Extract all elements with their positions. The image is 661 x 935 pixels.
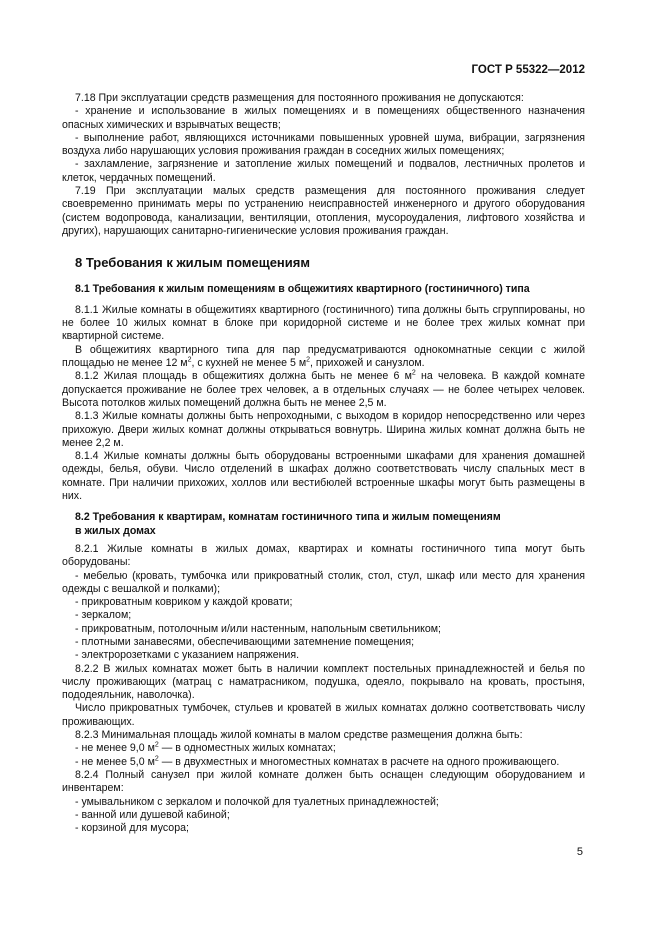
- paragraph-8-2-2: 8.2.2 В жилых комнатах может быть в наличии комплект постельных принадлежностей и белья по числу проживающих (матрац с наматрасником, подушка, одеяло, покрывало на кровать, простыня, пододеяльник, наволочка).: [62, 662, 585, 702]
- superscript: 2: [411, 369, 416, 377]
- text-span: — в двухместных и многоместных комнатах в расчете на одного проживающего.: [158, 755, 560, 768]
- paragraph-8-1-1: 8.1.1 Жилые комнаты в общежитиях квартирного (гостиничного) типа должны быть сгруппированы, но не более 10 жилых комнат в блоке при коридорной системе и не более трех жилых комнат при квартирной системе.: [62, 303, 585, 343]
- page-number: 5: [576, 846, 583, 858]
- text-span: - не менее 9,0 м: [75, 742, 155, 755]
- text-span: на человека. В каждой комнате допускается проживание не более трех человек, а в отдельных случаях — не более четырех человек. Высота потолков жилых помещений должна быть не менее 2,5 м.: [62, 370, 585, 409]
- subsection-heading-8-1: 8.1 Требования к жилым помещениям в общежитиях квартирного (гостиничного) типа: [75, 282, 530, 295]
- list-item: [62, 742, 585, 755]
- list-item: - плотными занавесями, обеспечивающими затемнение помещения;: [75, 635, 415, 648]
- list-item: - хранение и использование в жилых помещениях и в помещениях общественного назначения опасных химических и взрывчатых веществ;: [62, 105, 585, 131]
- paragraph-7-18: 7.18 При эксплуатации средств размещения для постоянного проживания не допускаются:: [75, 92, 524, 104]
- paragraph-8-1-4: 8.1.4 Жилые комнаты должны быть оборудованы встроенными шкафами для хранения домашней одежды, белья, обуви. Число отделений в шкафах должно соответствовать числу спальных мест в комнате. При наличии прихожих, холлов или вестибюлей встроенные шкафы могут быть размещены в них.: [62, 450, 585, 503]
- list-item: - мебелью (кровать, тумбочка или прикроватный столик, стол, стул, шкаф или место для хранения одежды с вешалкой и полками);: [62, 569, 585, 595]
- text-span: , прихожей и санузлом.: [310, 357, 425, 370]
- paragraph-8-2-3: 8.2.3 Минимальная площадь жилой комнаты в малом средстве размещения должна быть:: [75, 729, 523, 742]
- text-span: , с кухней не менее 5 м: [191, 357, 307, 370]
- text-span: — в одноместных жилых комнатах;: [158, 742, 336, 755]
- paragraph-8-2-4: 8.2.4 Полный санузел при жилой комнате должен быть оснащен следующим оборудованием и инвентарем:: [62, 768, 585, 795]
- list-item: - ванной или душевой кабиной;: [75, 808, 230, 821]
- superscript: 2: [154, 755, 159, 763]
- paragraph-8-1-3: 8.1.3 Жилые комнаты должны быть непроходными, с выходом в коридор непосредственно или через прихожую. Двери жилых комнат должны открываться вовнутрь. Ширина жилых комнат должна быть не менее 2,2 м.: [62, 410, 585, 449]
- page-content: [62, 92, 585, 835]
- list-item: - прикроватным ковриком у каждой кровати;: [75, 596, 293, 609]
- heading-line: в жилых домах: [75, 524, 156, 537]
- paragraph-7-19: 7.19 При эксплуатации малых средств размещения для постоянного проживания следует своевременно принимать меры по устранению неисправностей инженерного и другого оборудования (систем водопровода, канализации, вентиляции, отопления, мусороудаления, лифтового хозяйства и других), нарушающих санитарно-гигиенические условия проживания граждан.: [62, 185, 585, 237]
- subsection-heading-8-2: [62, 511, 585, 538]
- section-heading-8: 8 Требования к жилым помещениям: [75, 255, 310, 271]
- list-item: - захламление, загрязнение и затопление жилых помещений и подвалов, лестничных пролетов и клеток, чердачных помещений.: [62, 158, 585, 184]
- superscript: 2: [154, 741, 159, 749]
- superscript: 2: [306, 356, 311, 364]
- text-span: - не менее 5,0 м: [75, 755, 155, 768]
- superscript: 2: [187, 356, 192, 364]
- list-item: [62, 756, 585, 769]
- text-span: 8.1.2 Жилая площадь в общежитиях должна быть не менее 6 м: [75, 370, 412, 383]
- paragraph-8-1-1-b: [62, 344, 585, 371]
- heading-line: 8.2 Требования к квартирам, комнатам гостиничного типа и жилым помещениям: [75, 511, 501, 524]
- paragraph-8-2-2-b: Число прикроватных тумбочек, стульев и кроватей в жилых комнатах должно соответствовать числу проживающих.: [62, 702, 585, 728]
- paragraph-8-2-1: 8.2.1 Жилые комнаты в жилых домах, квартирах и комнаты гостиничного типа могут быть оборудованы:: [62, 542, 585, 569]
- standard-header: ГОСТ Р 55322—2012: [471, 64, 585, 76]
- list-item: - умывальником с зеркалом и полочкой для туалетных принадлежностей;: [75, 795, 439, 808]
- paragraph-8-1-2: [62, 370, 585, 410]
- text-span: В общежитиях квартирного типа для пар предусматриваются однокомнатные секции с жилой площадью не менее 12 м: [62, 343, 585, 370]
- list-item: - зеркалом;: [75, 609, 132, 622]
- list-item: - выполнение работ, являющихся источниками повышенных уровней шума, вибрации, загрязнения воздуха либо нарушающих условия проживания граждан в соседних жилых помещениях;: [62, 131, 585, 158]
- list-item: - электророзетками с указанием напряжения.: [75, 649, 300, 662]
- list-item: - прикроватным, потолочным и/или настенным, напольным светильником;: [75, 622, 442, 635]
- list-item: - корзиной для мусора;: [75, 822, 189, 835]
